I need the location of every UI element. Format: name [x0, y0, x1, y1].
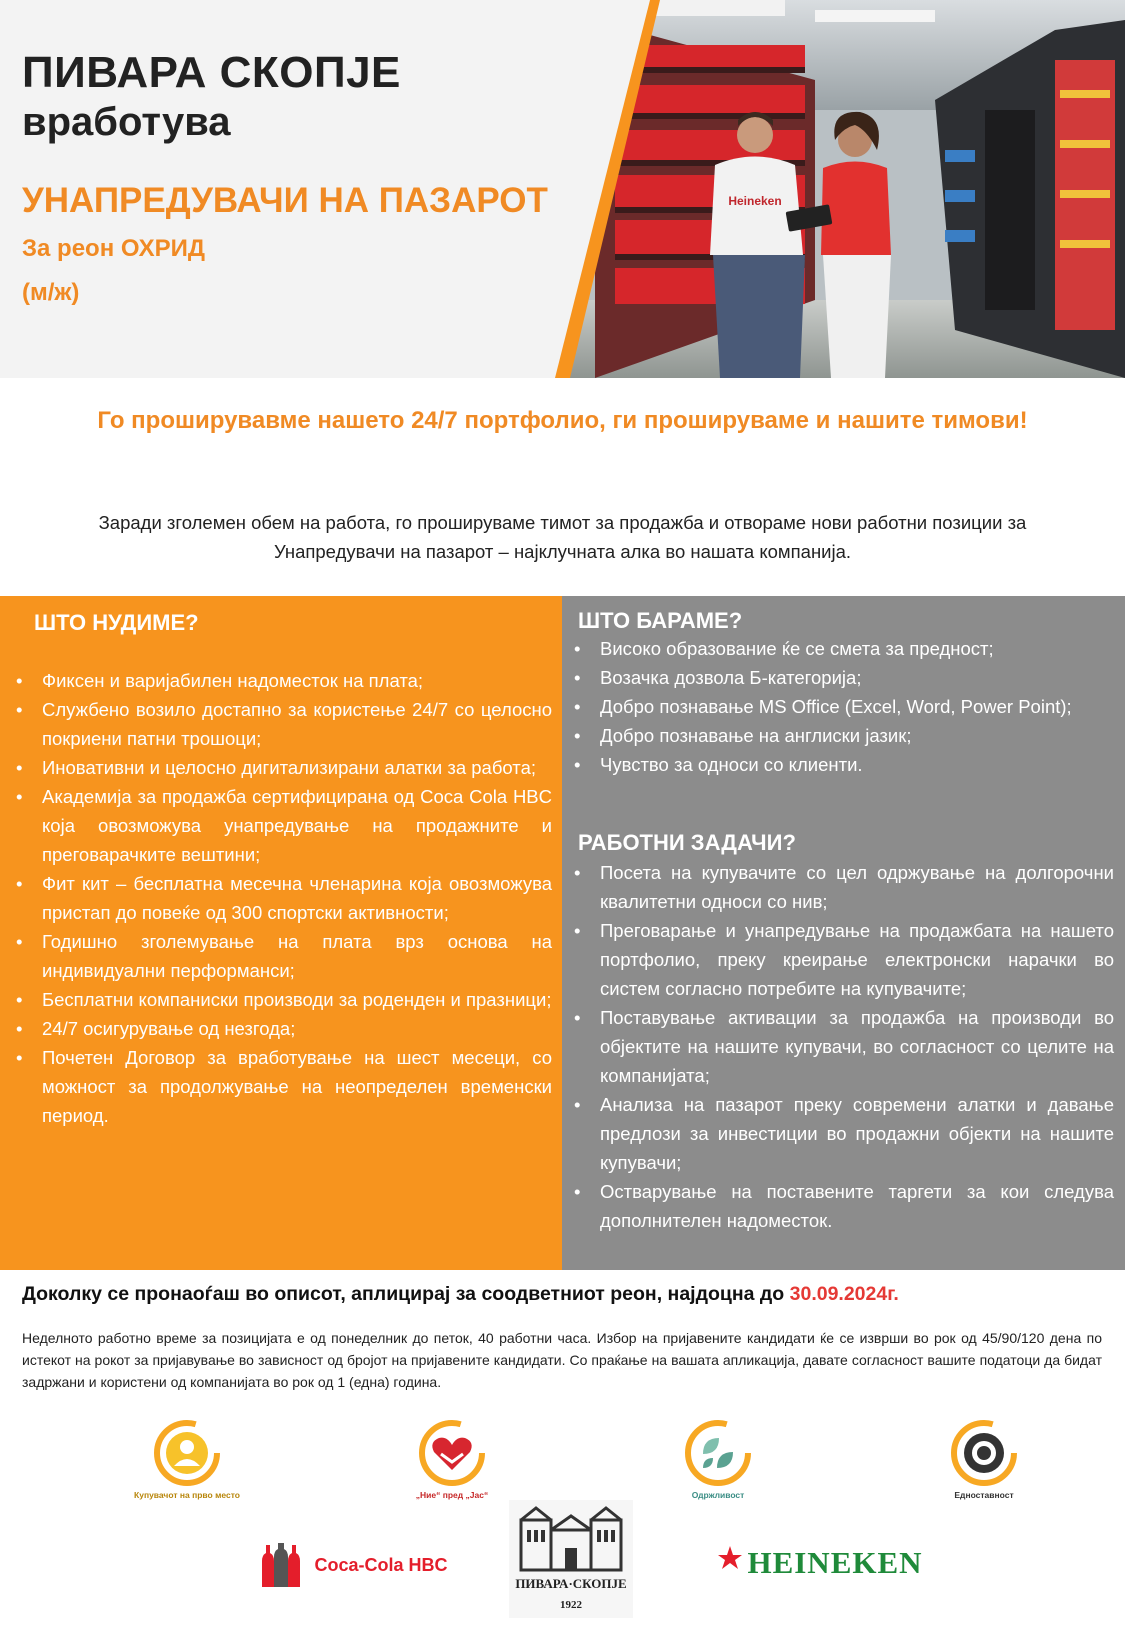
list-item: • Преговарање и унапредување на продажбата на нашето портфолио, преку креирање електронски нарачки во систем согласно потребите на купувачите;: [572, 916, 1114, 1003]
value-we-before-me: [397, 1418, 507, 1500]
brewery-building-icon: [509, 1500, 633, 1618]
header-photo: [555, 0, 1125, 378]
offer-heading: ШТО НУДИМЕ?: [34, 610, 199, 635]
list-item: • Службено возило достапно за користење 24/7 со целосно покриени патни трошоци;: [14, 695, 552, 753]
bottles-icon: [258, 1543, 304, 1587]
tagline: Го проширувавме нашето 24/7 портфолио, ги прошируваме и нашите тимови!: [97, 407, 1028, 434]
value-simplicity: [929, 1418, 1039, 1500]
value-label: Одржливост: [691, 1490, 745, 1500]
list-item: • Иновативни и целосно дигитализирани алатки за работа;: [14, 753, 552, 782]
pivara-skopje-logo: [509, 1500, 633, 1623]
list-item: • Посета на купувачите со цел одржување на долгорочни квалитетни односи со нив;: [572, 858, 1114, 916]
value-sustainability: [663, 1418, 773, 1500]
requirements-section: [562, 596, 1125, 1270]
red-star-icon: [717, 1545, 743, 1571]
position-title: УНАПРЕДУВАЧИ НА ПАЗАРОТ: [22, 181, 548, 220]
deadline-date: 30.09.2024г.: [789, 1283, 899, 1305]
intro-paragraph: Заради зголемен обем на работа, го прошируваме тимот за продажба и отвораме нови работни позиции за Унапредувачи на пазарот – најклучната алка во нашата компанија.: [98, 512, 1027, 562]
tasks-list: [572, 858, 1114, 1235]
sustainability-icon: [683, 1418, 753, 1488]
region-label: За реон ОХРИД: [22, 235, 205, 262]
list-item: • Остварување на поставените таргети за кои следува дополнителен надоместок.: [572, 1177, 1114, 1235]
value-customer-first: [132, 1418, 242, 1500]
list-item: • 24/7 осигурување од незгода;: [14, 1014, 552, 1043]
list-item: • Добро познавање на англиски јазик;: [572, 721, 1114, 750]
list-item: • Почетен Договор за вработување на шест месеци, со можност за продолжување на неопределен временски период.: [14, 1043, 552, 1130]
tasks-heading: РАБОТНИ ЗАДАЧИ?: [578, 830, 796, 855]
cocacola-hbc-text: Coca-Cola HBC: [314, 1554, 448, 1575]
pivara-year: 1922: [560, 1599, 582, 1611]
value-label: Купувачот на прво место: [134, 1490, 240, 1500]
we-before-me-icon: [417, 1418, 487, 1488]
list-item: • Фит кит – бесплатна месечна членарина која овозможува пристап до повеќе од 300 спортски активности;: [14, 869, 552, 927]
list-item: • Академија за продажба сертифицирана од Coca Cola HBC која овозможува унапредување на продажните и преговарачките вештини;: [14, 782, 552, 869]
offer-list: [14, 666, 552, 1130]
hiring-label: вработува: [22, 100, 231, 144]
apply-text: Доколку се пронаоѓаш во описот, аплицирај за соодветниот реон, најдоцна до: [22, 1283, 785, 1305]
list-item: • Чувство за односи со клиенти.: [572, 750, 1114, 779]
requirements-heading: ШТО БАРАМЕ?: [578, 608, 743, 633]
gender-label: (м/ж): [22, 279, 80, 306]
list-item: • Анализа на пазарот преку современи алатки и давање предлози за инвестиции во продажни објекти на нашите купувачи;: [572, 1090, 1114, 1177]
pivara-name: ПИВАРА·СКОПЈЕ: [515, 1576, 627, 1591]
requirements-list: [572, 634, 1114, 779]
simplicity-icon: [949, 1418, 1019, 1488]
shirt-logo-text: Heineken: [728, 194, 782, 208]
offer-section: [0, 596, 562, 1270]
value-label: Едноставност: [954, 1490, 1014, 1500]
list-item: • Бесплатни компаниски производи за роденден и празници;: [14, 985, 552, 1014]
list-item: • Фиксен и варијабилен надоместок на плата;: [14, 666, 552, 695]
list-item: • Поставување активации за продажба на производи во објектите на нашите купувачи, во согласност со целите на компанијата;: [572, 1003, 1114, 1090]
value-label: „Ние“ пред „Јас“: [415, 1490, 489, 1500]
list-item: • Годишно зголемување на плата врз основа на индивидуални перформанси;: [14, 927, 552, 985]
customer-first-icon: [152, 1418, 222, 1488]
apply-line: [22, 1283, 899, 1306]
cocacola-hbc-logo: [258, 1543, 447, 1587]
list-item: • Возачка дозвола Б-категорија;: [572, 663, 1114, 692]
list-item: • Високо образование ќе се смета за предност;: [572, 634, 1114, 663]
heineken-text: HEINEKEN: [747, 1545, 923, 1580]
header-text: [22, 48, 548, 307]
fine-print: Неделното работно време за позицијата е од понеделник до петок, 40 работни часа. Избор на пријавените кандидати ќе се изврши во рок од 45/90/120 дена по истекот на рокот за пријавување во зависност од бројот на пријавените кандидати. Со праќање на вашата апликација, давате согласност вашите податоци да бидат задржани и користени од компанијата во рок од 1 (една) година.: [22, 1330, 1102, 1390]
list-item: • Добро познавање MS Office (Excel, Word, Power Point);: [572, 692, 1114, 721]
company-name: ПИВАРА СКОПЈЕ: [22, 48, 401, 97]
heineken-logo: [717, 1545, 923, 1581]
